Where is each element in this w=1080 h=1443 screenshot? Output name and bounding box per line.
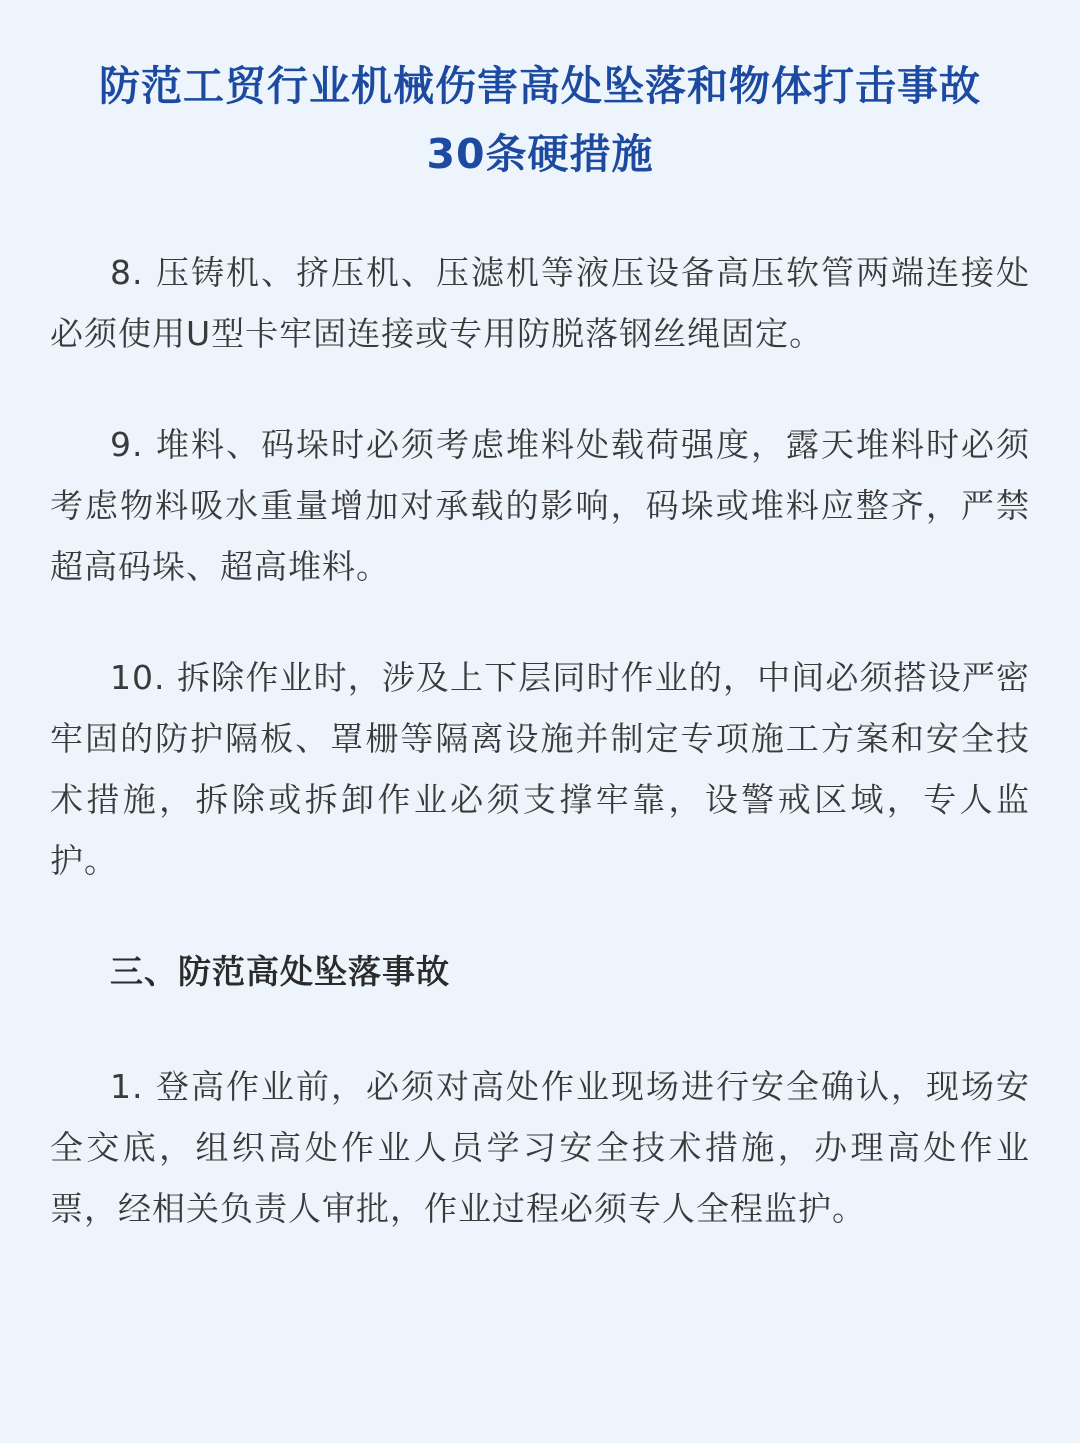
- paragraph-item-10: 10. 拆除作业时，涉及上下层同时作业的，中间必须搭设严密牢固的防护隔板、罩栅等隔离设施并制定专项施工方案和安全技术措施，拆除或拆卸作业必须支撑牢靠，设警戒区域，专人监护。: [50, 658, 1030, 880]
- title-line-2: 30条硬措施: [426, 130, 654, 178]
- section-paragraph-item-1: 1. 登高作业前，必须对高处作业现场进行安全确认，现场安全交底，组织高处作业人员学习安全技术措施，办理高处作业票，经相关负责人审批，作业过程必须专人全程监护。: [50, 1067, 1030, 1228]
- paragraph-item-8: 8. 压铸机、挤压机、压滤机等液压设备高压软管两端连接处必须使用U型卡牢固连接或专用防脱落钢丝绳固定。: [50, 253, 1030, 353]
- page-title: [50, 52, 1030, 188]
- section-heading: 三、防范高处坠落事故: [110, 952, 450, 991]
- title-line-1: 防范工贸行业机械伤害高处坠落和物体打击事故: [99, 62, 981, 110]
- paragraph-item-9: 9. 堆料、码垛时必须考虑堆料处载荷强度，露天堆料时必须考虑物料吸水重量增加对承载的影响，码垛或堆料应整齐，严禁超高码垛、超高堆料。: [50, 425, 1030, 586]
